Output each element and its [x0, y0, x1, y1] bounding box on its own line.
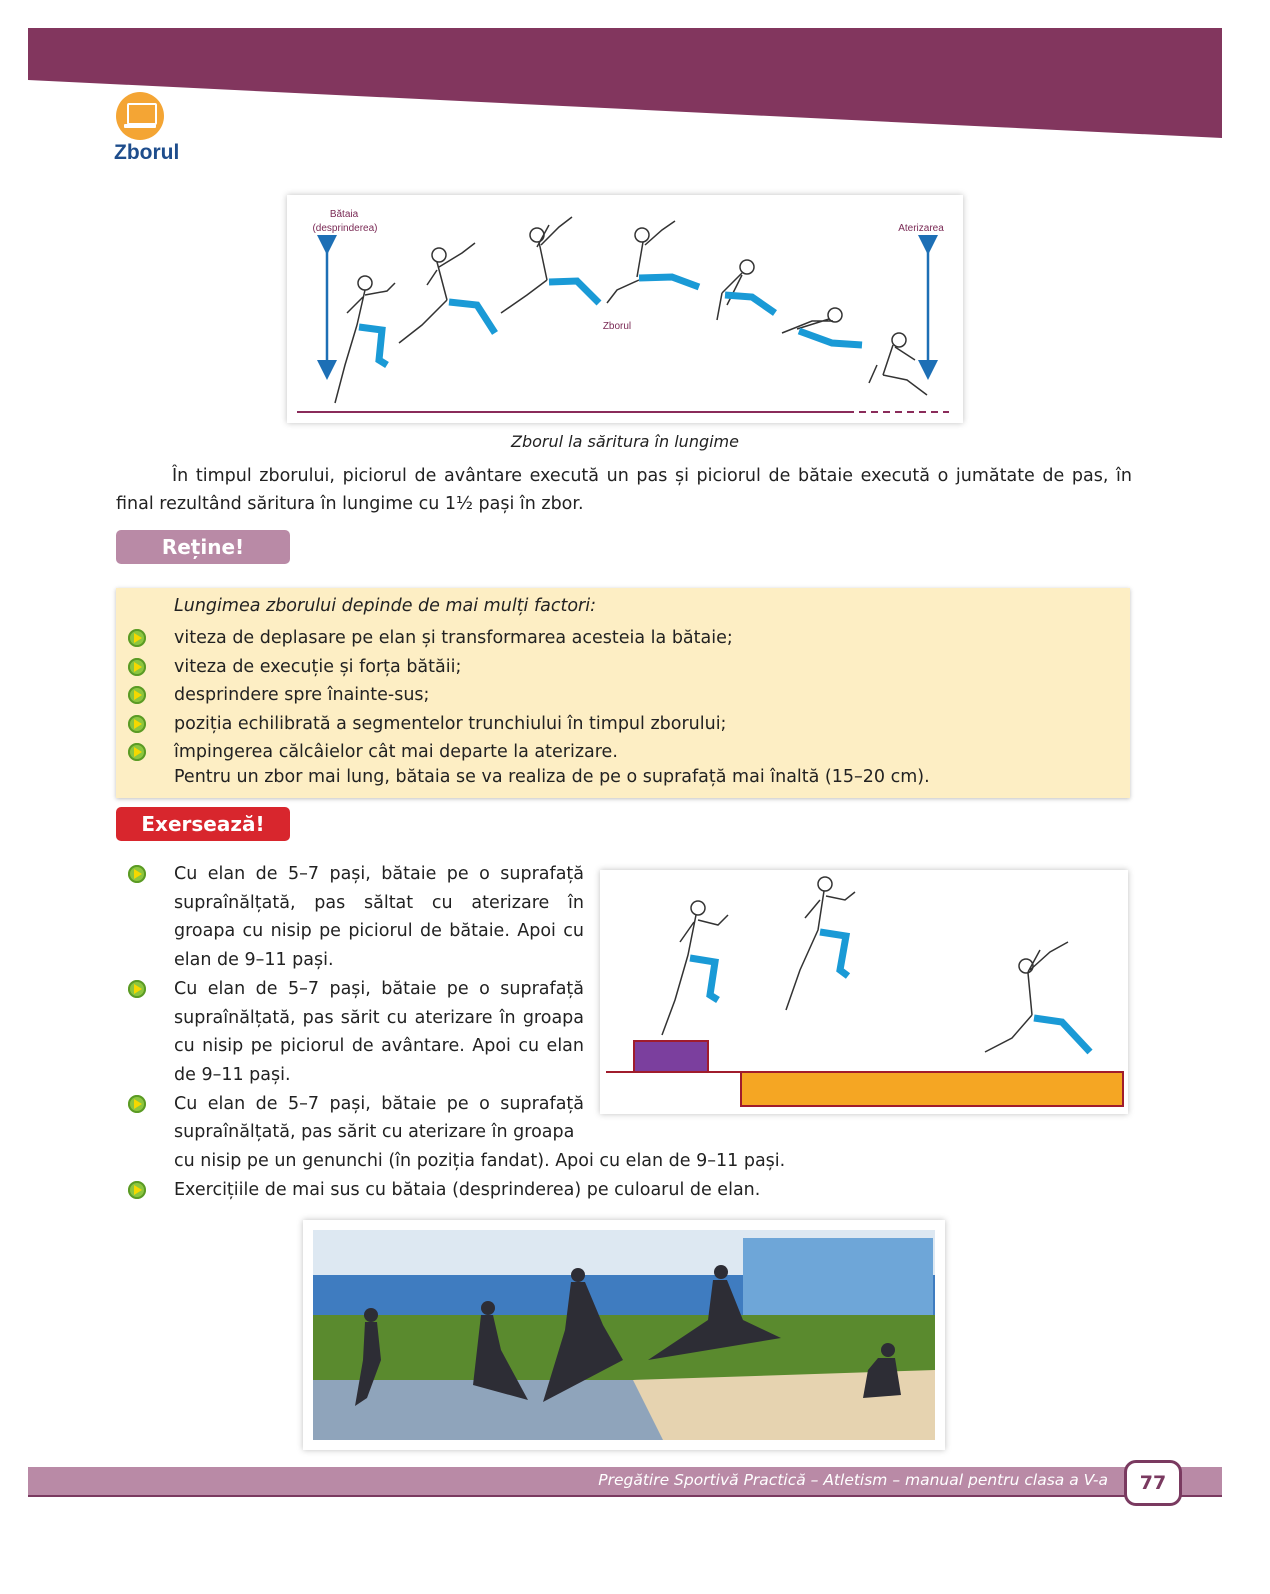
bullet-icon	[128, 658, 146, 676]
elevated-takeoff-illustration	[600, 870, 1128, 1114]
bullet-icon	[128, 715, 146, 733]
takeoff-box	[634, 1041, 708, 1072]
triple-jump-photo	[303, 1220, 945, 1450]
header-band	[28, 28, 1222, 138]
section-title: Zborul	[114, 141, 180, 164]
exercise-item: Exercițiile de mai sus cu bătaia (desprinderea) pe culoarul de elan.	[126, 1176, 816, 1205]
paragraph-text: În timpul zborului, piciorul de avântare execută un pas și piciorul de bătaie execută o jumătate de pas, în final rezultând săritura în lungime cu 1½ pași în zbor.	[116, 466, 1132, 514]
retine-list	[116, 624, 733, 767]
list-item: poziția echilibrată a segmentelor trunchiului în timpul zborului;	[116, 710, 733, 739]
footer-rule	[28, 1495, 1222, 1497]
label-bataia: Bătaia	[329, 209, 359, 220]
retine-heading: Reține!	[116, 530, 290, 564]
retine-box	[116, 588, 1130, 798]
exercise-item: Cu elan de 5–7 pași, bătaie pe o suprafață supraînălțată, pas sărit cu aterizare în groapa cu nisip pe un genunchi (în poziția fandat). Apoi cu elan de 9–11 pași.	[126, 1090, 816, 1176]
list-item: desprindere spre înainte-sus;	[116, 681, 733, 710]
body-paragraph	[116, 462, 1132, 518]
footer-title: Pregătire Sportivă Practică – Atletism – manual pentru clasa a V-a	[598, 1471, 1108, 1489]
sand-pit	[741, 1072, 1123, 1106]
figure-caption: Zborul la săritura în lungime	[511, 432, 739, 451]
bullet-icon	[128, 1095, 146, 1113]
retine-outro: Pentru un zbor mai lung, bătaia se va realiza de pe o suprafață mai înaltă (15–20 cm).	[174, 767, 930, 787]
bullet-icon	[128, 865, 146, 883]
long-jump-flight-diagram	[287, 195, 963, 423]
bullet-icon	[128, 686, 146, 704]
exerseaza-heading: Exersează!	[116, 807, 290, 841]
exercise-item: Cu elan de 5–7 pași, bătaie pe o suprafață supraînălțată, pas săltat cu aterizare în groapa cu nisip pe piciorul de bătaie. Apoi cu elan de 9–11 pași.	[126, 860, 816, 975]
label-bataia-sub: (desprinderea)	[312, 223, 378, 234]
list-item: viteza de deplasare pe elan și transformarea acesteia la bătaie;	[116, 624, 733, 653]
bullet-icon	[128, 980, 146, 998]
label-zborul: Zborul	[602, 321, 632, 332]
list-item: viteza de execuție și forța bătăii;	[116, 653, 733, 682]
list-item: împingerea călcâielor cât mai departe la aterizare.	[116, 738, 733, 767]
bullet-icon	[128, 1181, 146, 1199]
bullet-icon	[128, 629, 146, 647]
exercise-item: Cu elan de 5–7 pași, bătaie pe o suprafață supraînălțată, pas sărit cu aterizare în groapa cu nisip pe piciorul de avântare. Apoi cu elan de 9–11 pași.	[126, 975, 816, 1090]
label-aterizarea: Aterizarea	[898, 223, 944, 234]
page-number: 77	[1124, 1460, 1182, 1506]
retine-intro: Lungimea zborului depinde de mai mulți factori:	[174, 596, 596, 616]
computer-screen-icon	[116, 92, 164, 140]
bullet-icon	[128, 743, 146, 761]
